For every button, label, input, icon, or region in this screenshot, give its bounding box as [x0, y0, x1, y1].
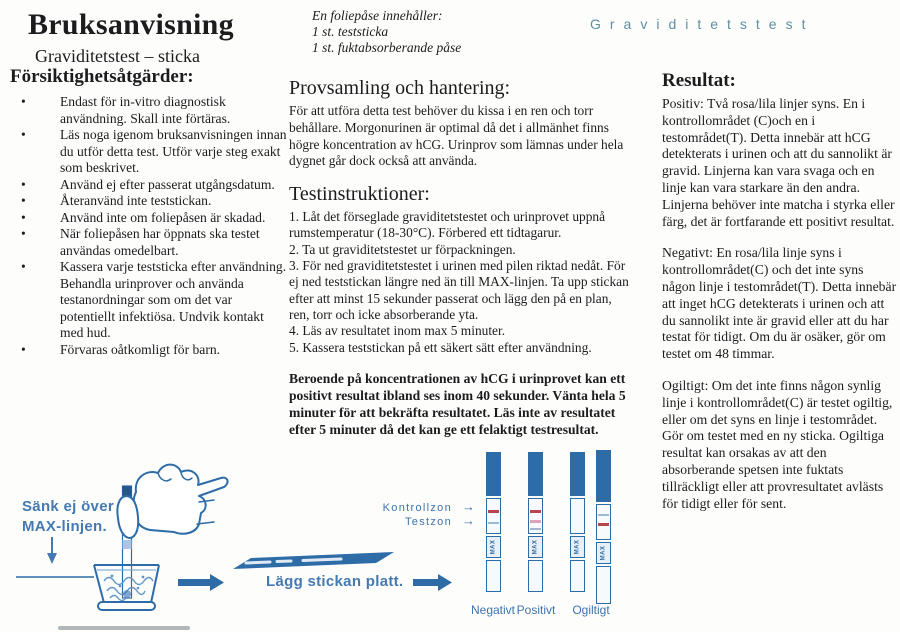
timing-warning-paragraph: Beroende på koncentrationen av hCG i urinprovet kan ett positivt resultat ibland ses inom 40 sekunder. Vänta hela 5 minuter för att bekräfta resultatet. Läs inte av resultatet efter 5 minuter då det kan ge ett felaktigt testresultat.	[289, 370, 626, 437]
window-divider	[598, 514, 609, 516]
list-item	[10, 210, 288, 227]
negative-result-paragraph: Negativt: En rosa/lila linje syns i kontrollområdet(C) och det inte syns någon linje i testområdet(T). Detta innebär att inget hCG detekterats i urinen och att du sannolikt inte är gravid eller att du har testat för tidigt. Om du är osäker, gör om testet om 48 timmar.	[662, 245, 897, 362]
bullet-text: När foliepåsen har öppnats ska testet användas omedelbart.	[60, 226, 260, 258]
instruction-step: 4. Läs av resultatet inom max 5 minuter.	[289, 323, 506, 339]
bullet-text: Använd ej efter passerat utgångsdatum.	[60, 176, 275, 192]
stick-max-zone	[486, 536, 501, 558]
stick-handle	[528, 452, 543, 496]
precautions-heading: Försiktighetsåtgärder:	[10, 66, 194, 87]
list-item	[10, 259, 288, 342]
result-stick-positive	[528, 452, 543, 592]
list-item	[10, 342, 288, 359]
arrow-right-icon	[178, 574, 224, 591]
instruction-step: 1. Låt det förseglade graviditetstestet och urinprovet uppnå rumstemperatur (18-30°C). Förbered ett tidtagarur.	[289, 209, 606, 241]
stick-handle	[570, 452, 585, 496]
test-line-mark	[530, 520, 541, 523]
stick-result-window	[528, 498, 543, 534]
sampling-paragraph: För att utföra detta test behöver du kissa i en ren och torr behållare. Morgonurinen är optimal då det i allmänhet finns högre koncentration av hCG. Urinprov som lämnas under hela dygnet går dock också att använda.	[289, 103, 624, 169]
brand-wordmark: Graviditetstest	[590, 16, 815, 32]
bullet-icon	[10, 127, 60, 177]
dip-note-line1: Sänk ej över	[22, 498, 114, 515]
sampling-heading: Provsamling och hantering:	[289, 77, 511, 99]
max-label: MAX	[574, 539, 581, 555]
lay-flat-label: Lägg stickan platt.	[266, 573, 404, 590]
instruction-step: 3. För ned graviditetstestet i urinen med pilen riktad nedåt. För ej ned teststickan längre ned än till MAX-linjen. Ta upp stickan efter att minst 15 sekunder passerat och lägg den på en plan, ren, torr och icke absorberande yta.	[289, 258, 629, 322]
test-instructions-heading: Testinstruktioner:	[289, 183, 430, 206]
results-heading: Resultat:	[662, 70, 736, 91]
stick-label-negative: Negativt	[470, 603, 516, 617]
hand-illustration	[117, 465, 227, 538]
stick-max-zone	[596, 542, 611, 564]
bullet-text: Läs noga igenom bruksanvisningen innan du utför detta test. Utför varje steg exakt som beskrivet.	[60, 127, 287, 175]
arrow-right-icon	[413, 574, 452, 591]
window-divider	[530, 528, 541, 530]
results-section	[662, 70, 899, 527]
list-item	[10, 177, 288, 194]
page-title: Bruksanvisning	[28, 8, 234, 41]
window-divider	[488, 522, 499, 524]
precautions-section	[10, 66, 288, 358]
arrow-right-icon	[462, 502, 475, 512]
stick-handle	[486, 452, 501, 496]
instructions-section	[289, 8, 630, 451]
list-item	[10, 193, 288, 210]
stick-max-zone	[528, 536, 543, 558]
dipping-diagram	[0, 440, 480, 632]
precautions-list	[10, 94, 288, 358]
bullet-icon	[10, 177, 60, 194]
control-line-mark	[530, 510, 541, 513]
test-line-mark	[598, 523, 609, 526]
flat-stick-illustration	[233, 552, 394, 569]
bullet-text: Använd inte om foliepåsen är skadad.	[60, 209, 266, 225]
contents-line: 1 st. teststicka	[312, 24, 389, 39]
stick-grip	[596, 566, 611, 604]
bullet-icon	[10, 226, 60, 259]
list-item	[10, 127, 288, 177]
control-zone-label: Kontrollzon	[382, 502, 452, 514]
dip-note-line2: MAX-linjen.	[22, 518, 107, 535]
result-stick-invalid-blank	[570, 452, 585, 592]
bullet-icon	[10, 210, 60, 227]
bullet-icon	[10, 259, 60, 342]
stick-max-zone	[570, 536, 585, 558]
bullet-icon	[10, 94, 60, 127]
bullet-icon	[10, 193, 60, 210]
contents-line: 1 st. fuktabsorberande påse	[312, 40, 462, 55]
positive-result-paragraph: Positiv: Två rosa/lila linjer syns. En i kontrollområdet (C)och en i testområdet(T). Detta innebär att hCG detekterats i urinen och att du sannolikt är gravid. Linjerna kan vara svaga och en linje kan vara starkare än den andra. Linjerna behöver inte matcha i styrka eller färg, det är fortfarande ett positivt resultat.	[662, 96, 895, 229]
test-instructions-list	[289, 209, 630, 356]
stick-result-window	[596, 504, 611, 540]
bullet-text: Endast för in-vitro diagnostisk användning. Skall inte förtäras.	[60, 94, 231, 126]
page-subtitle: Graviditetstest – sticka	[35, 46, 200, 66]
instruction-step: 2. Ta ut graviditetstestet ur förpackningen.	[289, 241, 516, 257]
list-item	[10, 226, 288, 259]
stick-result-window	[570, 498, 585, 534]
arrow-down-icon	[47, 537, 57, 564]
test-zone-label: Testzon	[404, 516, 452, 528]
list-item	[10, 94, 288, 127]
contents-line: En foliepåse innehåller:	[312, 8, 443, 23]
result-stick-negative	[486, 452, 501, 592]
invalid-result-paragraph: Ogiltigt: Om det inte finns någon synlig linje i kontrollområdet(C) är testet ogiltig, eller om det syns en linje i testområdet. Gör om testet med en ny sticka. Ogiltiga resultat kan orsakas av att den absorberande spetsen inte fuktats tillräckligt eller att provresultatet avlästs för tidigt eller för sent.	[662, 377, 893, 511]
max-label: MAX	[600, 545, 607, 561]
result-stick-invalid-testline	[596, 450, 611, 604]
stick-result-window	[486, 498, 501, 534]
bullet-text: Återanvänd inte teststickan.	[60, 193, 212, 208]
stick-handle	[596, 450, 611, 502]
bullet-icon	[10, 342, 60, 359]
bullet-text: Kassera varje teststicka efter användning. Behandla urinprover och använda testanordningar som om det var potentiellt infektiösa. Undvik kontakt med hud.	[60, 259, 287, 340]
stick-grip	[486, 560, 501, 592]
stick-grip	[528, 560, 543, 592]
stick-label-positive: Positivt	[516, 603, 556, 617]
arrow-right-icon	[462, 516, 475, 526]
max-label: MAX	[532, 539, 539, 555]
control-line-mark	[488, 510, 499, 513]
stick-label-invalid: Ogiltigt	[572, 603, 610, 617]
instruction-step: 5. Kassera teststickan på ett säkert sätt efter användning.	[289, 339, 592, 355]
bullet-text: Förvaras oåtkomligt för barn.	[60, 341, 221, 357]
scan-artifact	[58, 626, 190, 630]
max-label: MAX	[490, 539, 497, 555]
stick-grip	[570, 560, 585, 592]
package-contents-note	[312, 8, 630, 56]
